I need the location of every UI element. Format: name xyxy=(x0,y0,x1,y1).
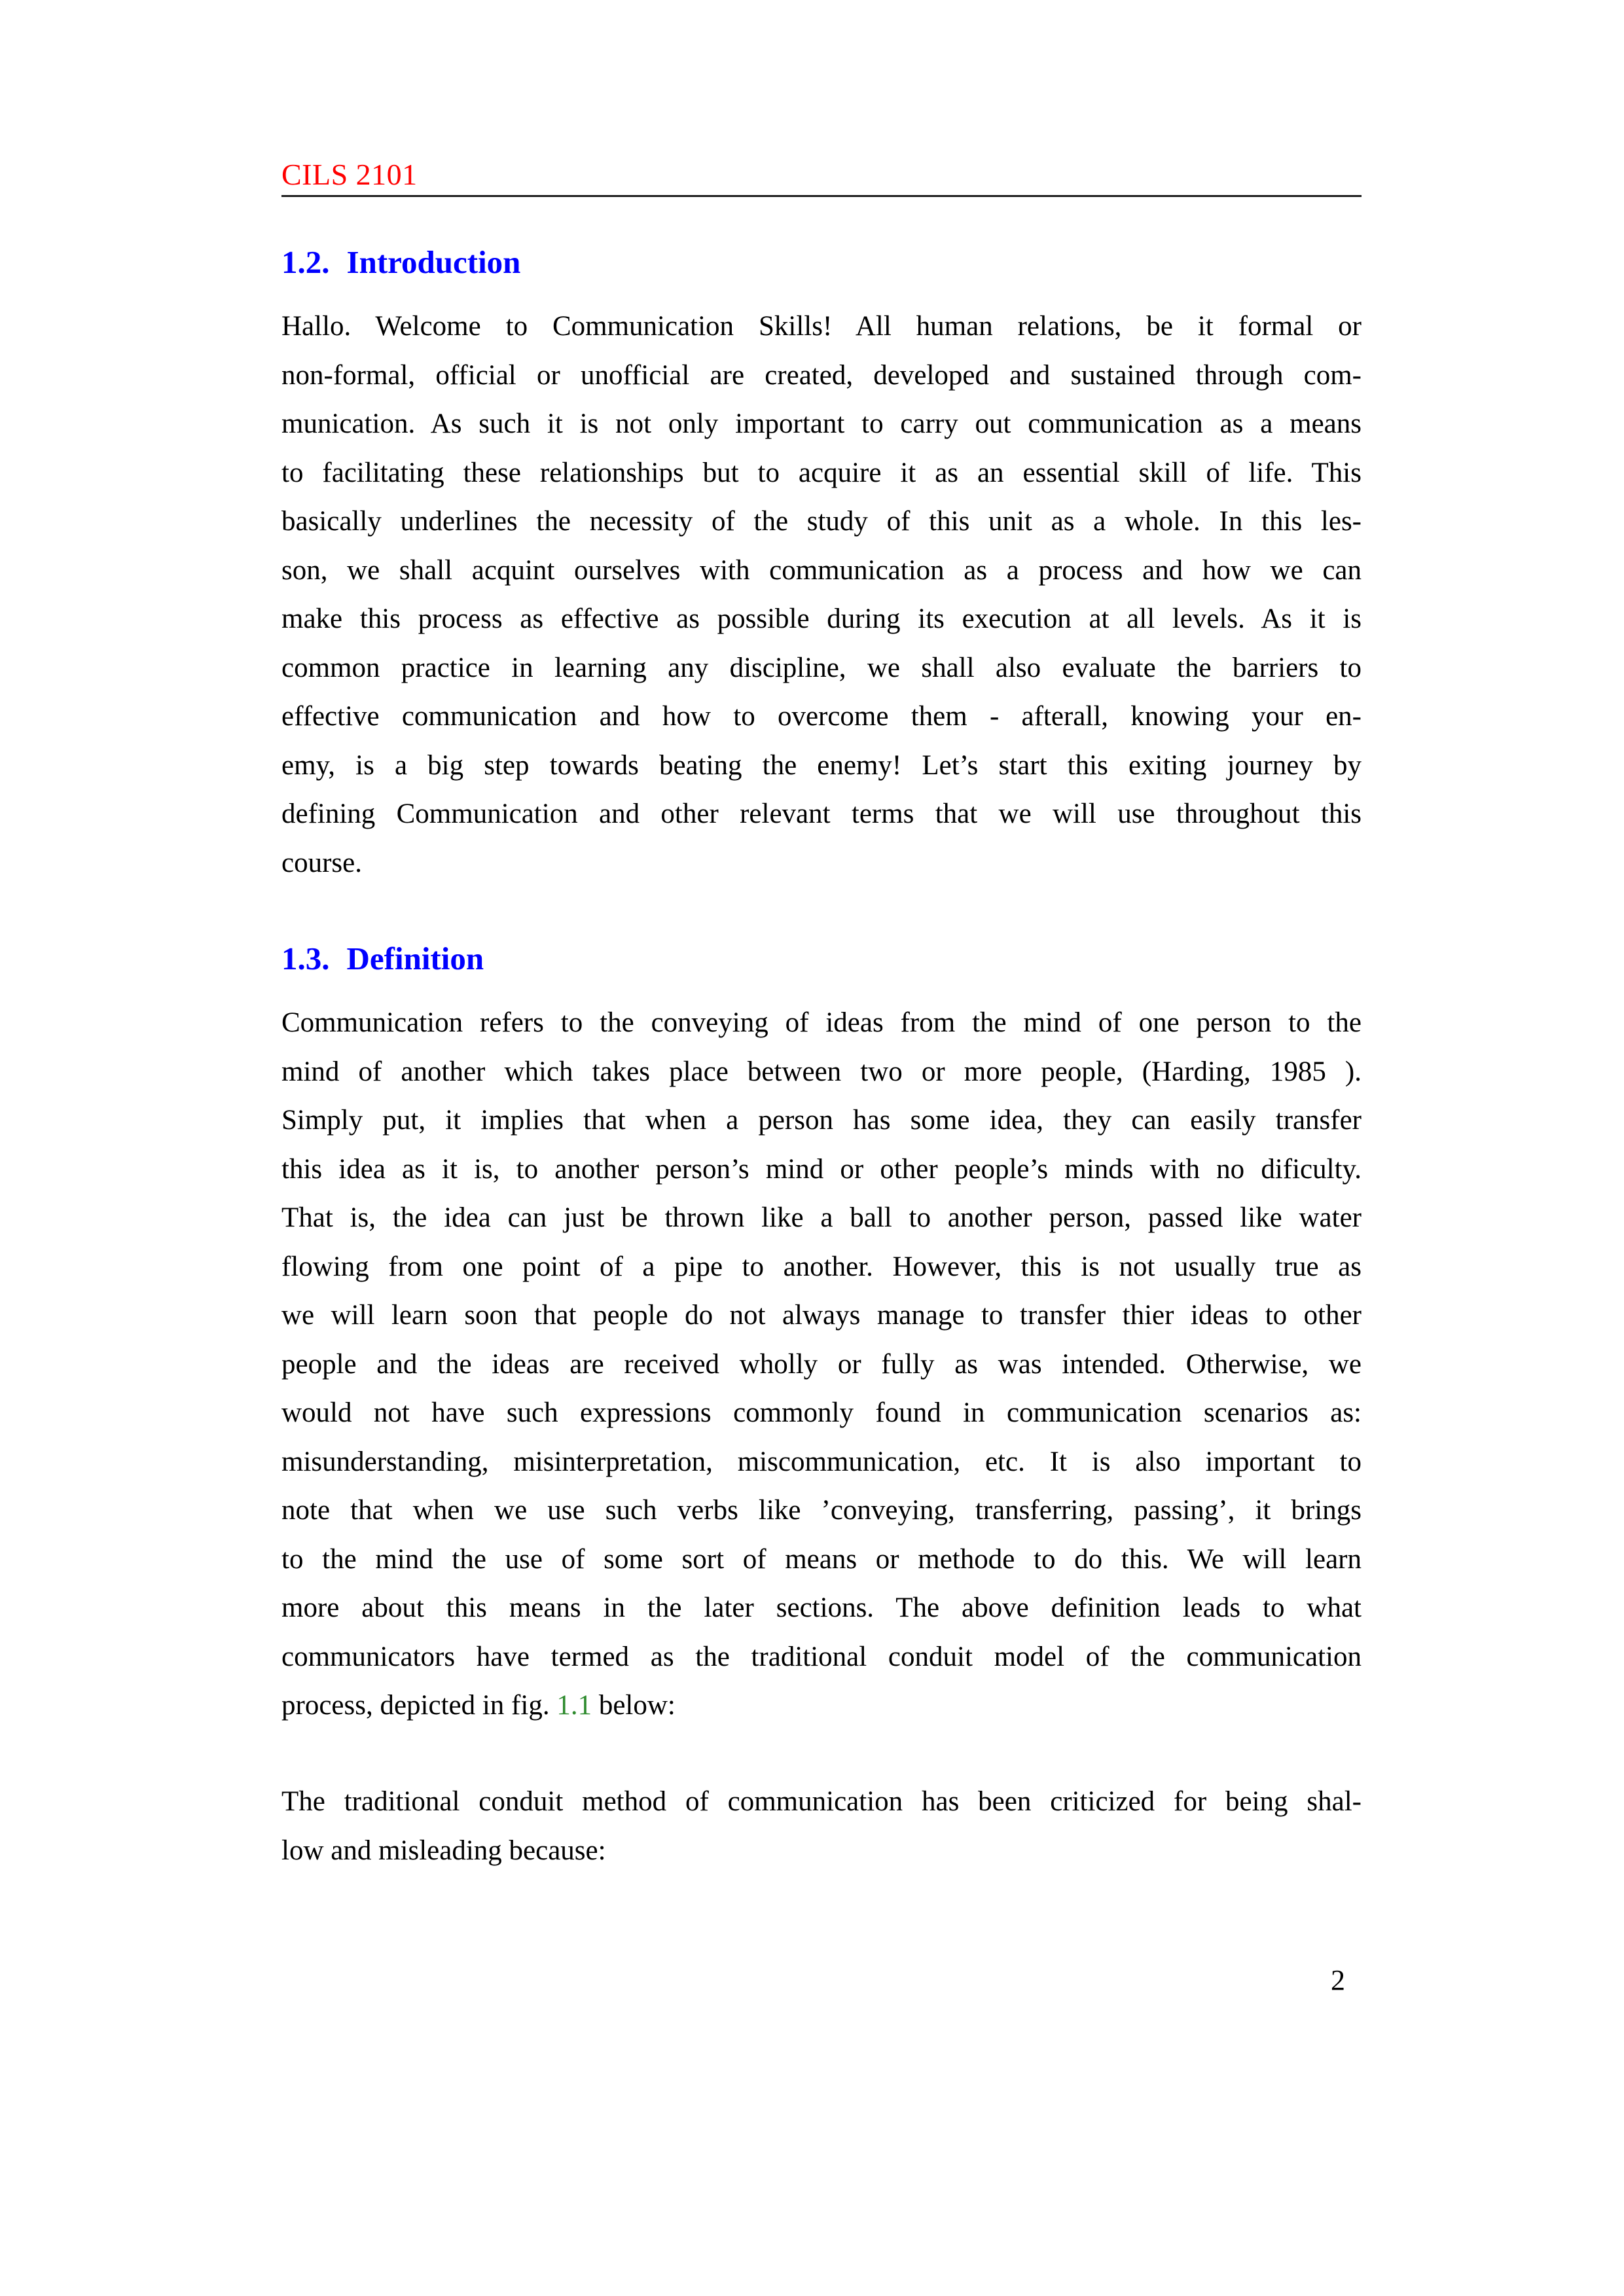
section-title: Introduction xyxy=(346,244,521,280)
text-line: Hallo. Welcome to Communication Skills! All human relations, be it formal or xyxy=(281,311,1362,342)
text-line: basically underlines the necessity of the study of this unit as a whole. In this les- xyxy=(281,506,1362,537)
text-line: misunderstanding, misinterpretation, miscommunication, etc. It is also important to xyxy=(281,1446,1362,1477)
page-number: 2 xyxy=(1331,1964,1345,1996)
text-segment: below: xyxy=(592,1690,676,1721)
text-line: would not have such expressions commonly found in communication scenarios as: xyxy=(281,1397,1362,1428)
text-line: son, we shall acquint ourselves with communication as a process and how we can xyxy=(281,554,1362,586)
header-course-code: CILS 2101 xyxy=(281,158,418,191)
text-line: people and the ideas are received wholly or fully as was intended. Otherwise, we xyxy=(281,1348,1362,1380)
text-line: low and misleading because: xyxy=(281,1835,606,1866)
text-line: mind of another which takes place between two or more people, (Harding, 1985 ). xyxy=(281,1056,1362,1087)
paragraph-introduction xyxy=(281,302,1362,888)
text-line: common practice in learning any discipline, we shall also evaluate the barriers to xyxy=(281,652,1362,683)
text-line: effective communication and how to overcome them - afterall, knowing your en- xyxy=(281,701,1362,732)
text-line: Communication refers to the conveying of ideas from the mind of one person to the xyxy=(281,1007,1362,1038)
text-line: we will learn soon that people do not always manage to transfer thier ideas to other xyxy=(281,1300,1362,1331)
header-rule xyxy=(281,195,1362,197)
text-line: more about this means in the later sections. The above definition leads to what xyxy=(281,1592,1362,1623)
text-line: flowing from one point of a pipe to another. However, this is not usually true as xyxy=(281,1251,1362,1282)
paragraph-conduit-criticism xyxy=(281,1778,1362,1875)
section-number: 1.2. xyxy=(281,244,330,280)
text-segment: process, depicted in fig. xyxy=(281,1690,557,1721)
text-line: emy, is a big step towards beating the enemy! Let’s start this exiting journey by xyxy=(281,749,1362,781)
section-heading-definition xyxy=(281,940,484,977)
text-line: That is, the idea can just be thrown like a ball to another person, passed like water xyxy=(281,1202,1362,1233)
text-line: course. xyxy=(281,847,362,878)
text-line xyxy=(281,1681,1362,1731)
section-number: 1.3. xyxy=(281,941,330,977)
text-line: this idea as it is, to another person’s mind or other people’s minds with no dificulty. xyxy=(281,1153,1362,1185)
figure-reference-link[interactable]: 1.1 xyxy=(556,1690,592,1721)
text-line: defining Communication and other relevant terms that we will use throughout this xyxy=(281,798,1362,829)
text-line: to facilitating these relationships but to acquire it as an essential skill of life. This xyxy=(281,457,1362,488)
text-line: munication. As such it is not only important to carry out communication as a means xyxy=(281,408,1362,439)
text-line: communicators have termed as the traditional conduit model of the communication xyxy=(281,1641,1362,1672)
text-line: non-formal, official or unofficial are created, developed and sustained through com- xyxy=(281,359,1362,391)
paragraph-definition xyxy=(281,999,1362,1731)
text-line: to the mind the use of some sort of means or methode to do this. We will learn xyxy=(281,1543,1362,1575)
text-line: The traditional conduit method of communication has been criticized for being shal- xyxy=(281,1786,1362,1817)
text-line: make this process as effective as possible during its execution at all levels. As it is xyxy=(281,603,1362,634)
section-title: Definition xyxy=(346,941,484,977)
text-line: Simply put, it implies that when a person has some idea, they can easily transfer xyxy=(281,1105,1362,1136)
section-heading-introduction xyxy=(281,243,520,281)
text-line: note that when we use such verbs like ’conveying, transferring, passing’, it brings xyxy=(281,1495,1362,1526)
